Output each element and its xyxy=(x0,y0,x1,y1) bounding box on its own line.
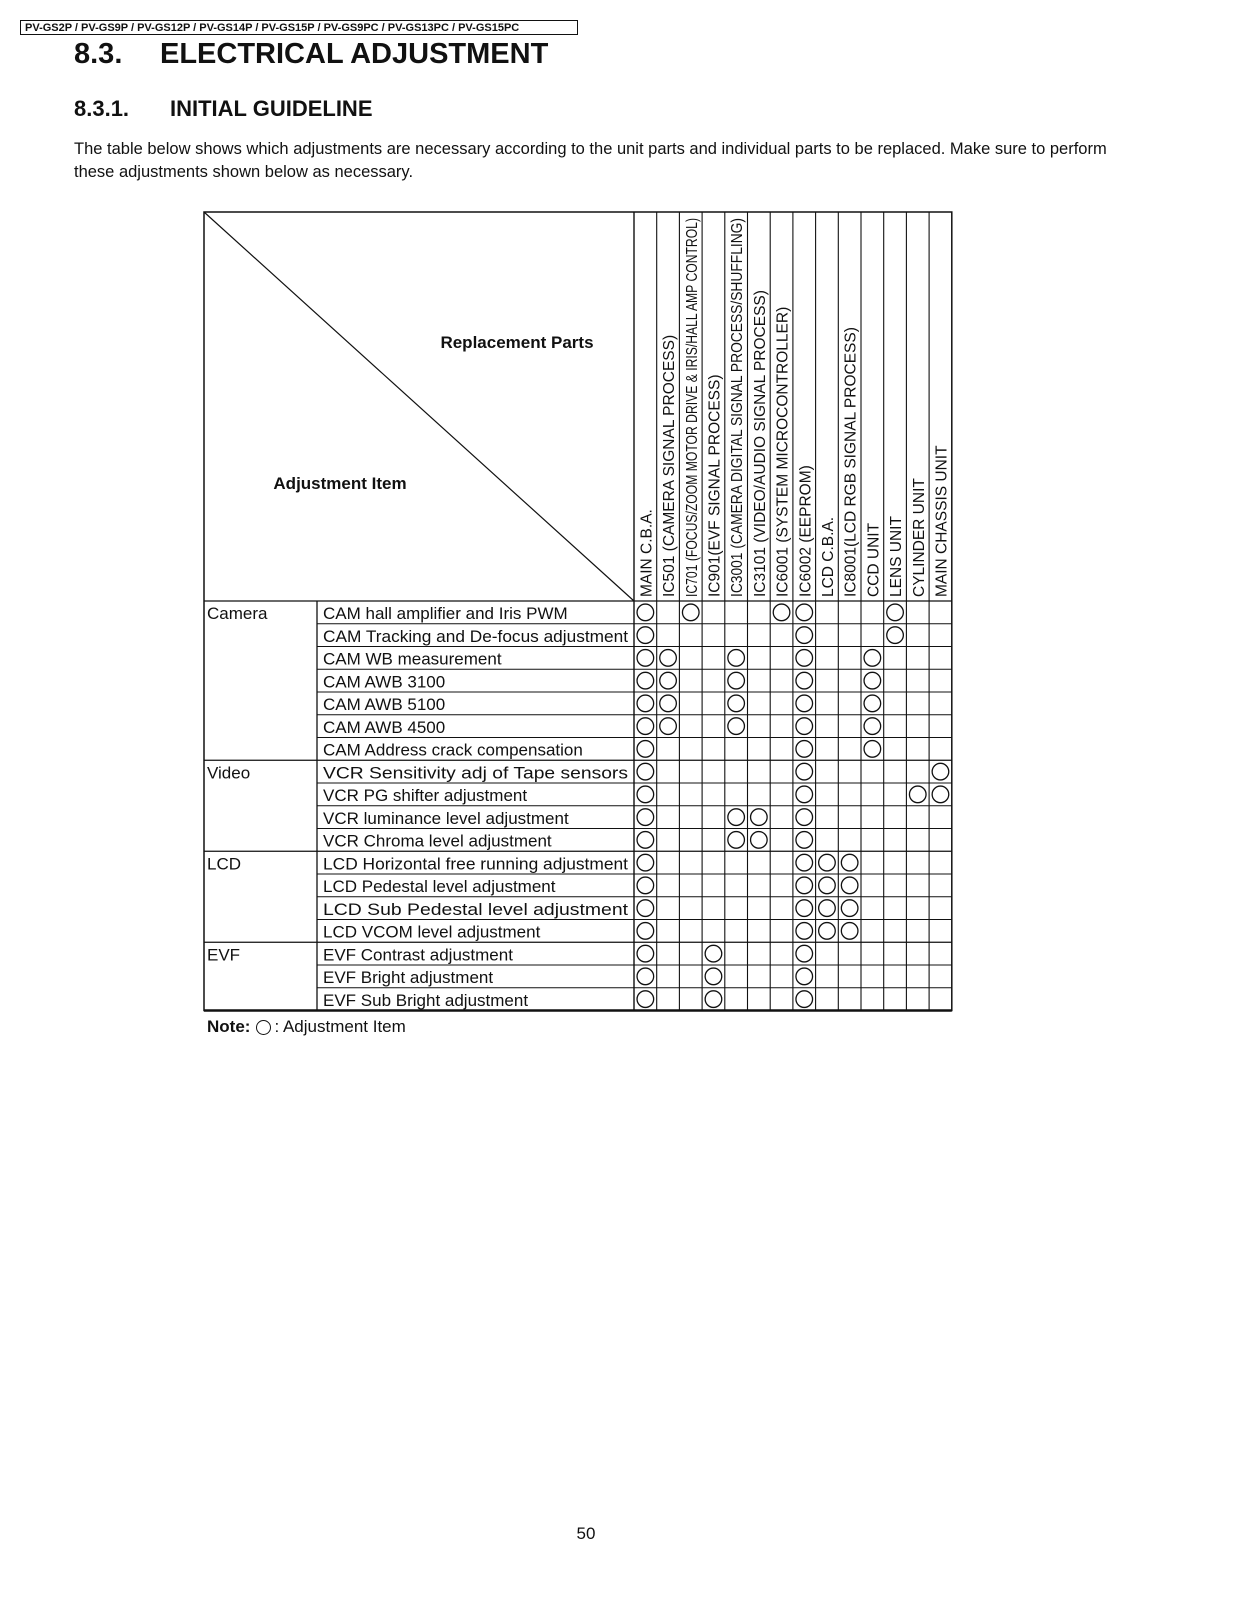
column-header: CCD UNIT xyxy=(865,522,883,597)
column-header: MAIN C.B.A. xyxy=(638,509,656,597)
adjustment-circle-icon xyxy=(796,923,813,940)
adjustment-circle-icon xyxy=(660,650,677,667)
adjustment-circle-icon xyxy=(864,695,881,712)
adjustment-circle-icon xyxy=(864,741,881,758)
column-header: LENS UNIT xyxy=(888,516,906,597)
adjustment-circle-icon xyxy=(796,604,813,621)
adjustment-circle-icon xyxy=(637,877,654,894)
column-header: IC8001(LCD RGB SIGNAL PROCESS) xyxy=(842,327,860,597)
adjustment-circle-icon xyxy=(864,672,881,689)
adjustment-circle-icon xyxy=(796,832,813,849)
adjustment-circle-icon xyxy=(637,650,654,667)
adjustment-item-name: EVF Sub Bright adjustment xyxy=(323,990,529,1010)
adjustment-circle-icon xyxy=(796,741,813,758)
adjustment-circle-icon xyxy=(887,604,904,621)
column-header: CYLINDER UNIT xyxy=(910,478,928,597)
adjustment-circle-icon xyxy=(796,695,813,712)
subsection-number: 8.3.1. xyxy=(74,96,130,121)
adjustment-circle-icon xyxy=(796,718,813,735)
adjustment-circle-icon xyxy=(637,718,654,735)
column-header: IC501 (CAMERA SIGNAL PROCESS) xyxy=(661,334,679,597)
adjustment-circle-icon xyxy=(932,786,949,803)
corner-diagonal xyxy=(204,212,634,601)
adjustment-circle-icon xyxy=(819,900,836,917)
adjustment-circle-icon xyxy=(637,968,654,985)
adjustment-item-name: CAM Tracking and De-focus adjustment xyxy=(323,626,629,646)
adjustment-circle-icon xyxy=(637,991,654,1008)
adjustment-item-name: LCD VCOM level adjustment xyxy=(323,922,541,942)
adjustment-circle-icon xyxy=(819,923,836,940)
adjustment-circle-icon xyxy=(637,741,654,758)
adjustment-circle-icon xyxy=(728,832,745,849)
adjustment-circle-icon xyxy=(796,968,813,985)
adjustment-circle-icon xyxy=(705,991,722,1008)
adjustment-circle-icon xyxy=(841,900,858,917)
adjustment-item-name: EVF Bright adjustment xyxy=(323,968,494,987)
group-label: EVF xyxy=(207,945,241,965)
adjustment-item-name: VCR Chroma level adjustment xyxy=(323,831,552,851)
adjustment-circle-icon xyxy=(751,809,768,826)
adjustment-circle-icon xyxy=(637,809,654,826)
column-header: IC701 (FOCUS/ZOOM MOTOR DRIVE & IRIS/HALL AMP CONTROL) xyxy=(683,114,701,597)
adjustment-circle-icon xyxy=(728,672,745,689)
adjustment-circle-icon xyxy=(660,672,677,689)
adjustment-circle-icon xyxy=(909,786,926,803)
page-number: 50 xyxy=(576,1524,596,1543)
group-label: LCD xyxy=(207,854,242,874)
adjustment-circle-icon xyxy=(637,763,654,780)
adjustment-circle-icon xyxy=(751,832,768,849)
adjustment-circle-icon xyxy=(796,877,813,894)
group-label: Video xyxy=(207,763,251,783)
adjustment-circle-icon xyxy=(705,968,722,985)
adjustment-circle-icon xyxy=(256,1020,271,1035)
adjustment-circle-icon xyxy=(796,854,813,871)
adjustment-circle-icon xyxy=(682,604,699,621)
adjustment-item-name: CAM Address crack compensation xyxy=(323,740,583,760)
adjustment-circle-icon xyxy=(796,786,813,803)
replacement-parts-label: Replacement Parts xyxy=(440,333,594,352)
section-number: 8.3. xyxy=(74,38,123,70)
adjustment-circle-icon xyxy=(637,786,654,803)
adjustment-circle-icon xyxy=(796,672,813,689)
column-header: IC6002 (EEPROM) xyxy=(797,465,815,597)
adjustment-circle-icon xyxy=(796,627,813,644)
group-label: Camera xyxy=(207,604,268,623)
adjustment-item-label: Adjustment Item xyxy=(273,474,407,493)
adjustment-circle-icon xyxy=(660,718,677,735)
adjustment-circle-icon xyxy=(796,650,813,667)
adjustment-circle-icon xyxy=(637,923,654,940)
adjustment-circle-icon xyxy=(796,945,813,962)
adjustment-item-name: VCR PG shifter adjustment xyxy=(323,786,528,805)
column-header: IC3001 (CAMERA DIGITAL SIGNAL PROCESS/SHUFFLING) xyxy=(729,171,747,597)
adjustment-circle-icon xyxy=(932,763,949,780)
adjustment-circle-icon xyxy=(841,923,858,940)
adjustment-circle-icon xyxy=(864,718,881,735)
adjustment-circle-icon xyxy=(887,627,904,644)
column-header: LCD C.B.A. xyxy=(819,516,837,597)
adjustment-circle-icon xyxy=(728,809,745,826)
adjustment-circle-icon xyxy=(660,695,677,712)
column-header: MAIN CHASSIS UNIT xyxy=(933,445,951,597)
adjustment-circle-icon xyxy=(841,877,858,894)
adjustment-circle-icon xyxy=(841,854,858,871)
adjustment-item-name: LCD Horizontal free running adjustment xyxy=(323,854,629,874)
adjustment-circle-icon xyxy=(819,854,836,871)
adjustment-circle-icon xyxy=(728,695,745,712)
adjustment-circle-icon xyxy=(637,854,654,871)
adjustment-item-name: LCD Sub Pedestal level adjustment xyxy=(323,899,629,919)
adjustment-item-name: EVF Contrast adjustment xyxy=(323,945,513,965)
note-text: : Adjustment Item xyxy=(274,1017,406,1036)
adjustment-item-name: VCR Sensitivity adj of Tape sensors xyxy=(323,763,628,783)
adjustment-circle-icon xyxy=(796,900,813,917)
adjustment-item-name: CAM WB measurement xyxy=(323,649,502,669)
adjustment-circle-icon xyxy=(773,604,790,621)
adjustment-circle-icon xyxy=(637,945,654,962)
adjustment-item-name: CAM AWB 5100 xyxy=(323,695,446,714)
intro-paragraph: The table below shows which adjustments are necessary according to the unit parts and individual parts to be replaced. Make sure to perform these adjustments shown below as necessary. xyxy=(74,140,1107,181)
adjustment-circle-icon xyxy=(637,695,654,712)
note-label: Note: xyxy=(207,1017,251,1036)
adjustment-circle-icon xyxy=(796,809,813,826)
subsection-title: INITIAL GUIDELINE xyxy=(170,96,373,121)
adjustment-circle-icon xyxy=(728,718,745,735)
adjustment-circle-icon xyxy=(637,832,654,849)
adjustment-item-name: CAM AWB 4500 xyxy=(323,717,446,737)
column-header: IC6001 (SYSTEM MICROCONTROLLER) xyxy=(774,306,792,597)
adjustment-circle-icon xyxy=(796,991,813,1008)
adjustment-item-name: LCD Pedestal level adjustment xyxy=(323,877,556,896)
adjustment-circle-icon xyxy=(637,900,654,917)
adjustment-circle-icon xyxy=(637,672,654,689)
model-list-header: PV-GS2P / PV-GS9P / PV-GS12P / PV-GS14P / PV-GS15P / PV-GS9PC / PV-GS13PC / PV-GS15PC xyxy=(20,20,578,35)
adjustment-circle-icon xyxy=(637,627,654,644)
column-header: IC901(EVF SIGNAL PROCESS) xyxy=(706,374,724,597)
adjustment-circle-icon xyxy=(819,877,836,894)
section-title: ELECTRICAL ADJUSTMENT xyxy=(160,38,549,70)
adjustment-circle-icon xyxy=(728,650,745,667)
adjustment-circle-icon xyxy=(864,650,881,667)
adjustment-circle-icon xyxy=(637,604,654,621)
table-note xyxy=(207,1017,406,1037)
adjustment-item-name: CAM hall amplifier and Iris PWM xyxy=(323,604,568,623)
adjustment-circle-icon xyxy=(705,945,722,962)
adjustment-item-name: CAM AWB 3100 xyxy=(323,672,446,692)
adjustment-item-name: VCR luminance level adjustment xyxy=(323,808,569,828)
adjustment-circle-icon xyxy=(796,763,813,780)
column-header: IC3101 (VIDEO/AUDIO SIGNAL PROCESS) xyxy=(751,290,769,597)
